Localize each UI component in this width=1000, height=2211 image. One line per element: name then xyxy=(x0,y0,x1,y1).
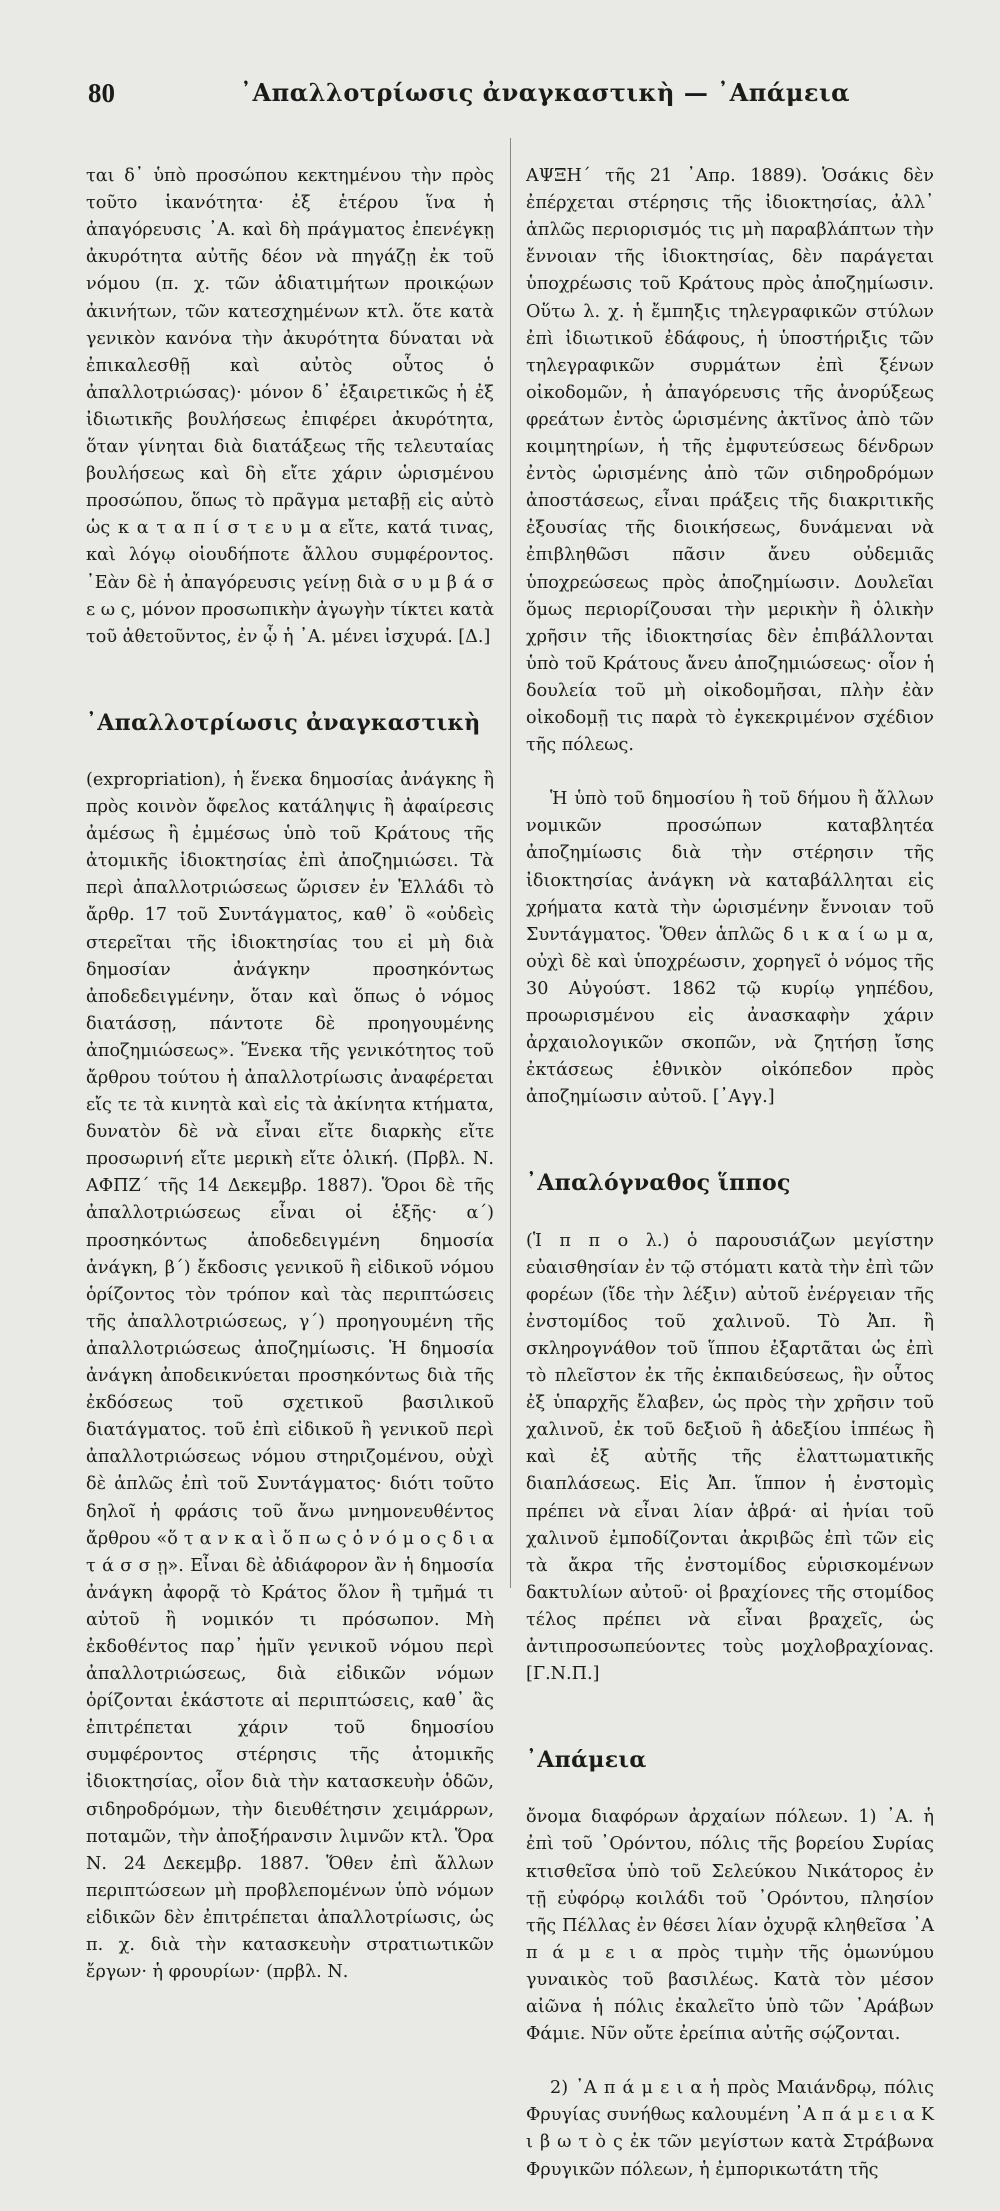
paragraph: Ἡ ὑπὸ τοῦ δημοσίου ἢ τοῦ δήμου ἢ ἄλλων νομικῶν προσώπων καταβλητέα ἀποζημίωσις διὰ τὴν στέρησιν τῆς ἰδιοκτησίας ἀνάγκη νὰ καταβάλληται εἰς χρήματα κατὰ τὴν ὡρισμένην ἔννοιαν τοῦ Συντάγματος. Ὅθεν ἁπλῶς δ ι κ α ί ω μ α, οὐχὶ δὲ καὶ ὑποχρέωσιν, χορηγεῖ ὁ νόμος τῆς 30 Αὐγούστ. 1862 τῷ κυρίῳ γηπέδου, προωρισμένου εἰς ἀνασκαφὴν χάριν ἀρχαιολογικῶν σκοπῶν, νὰ ζητήσῃ ἴσης ἐκτάσεως ἐθνικὸν οἰκόπεδον πρὸς ἀποζημίωσιν αὐτοῦ. [᾽Αγγ.] xyxy=(526,789,934,1108)
paragraph: 2) ᾽Α π ά μ ε ι α ἡ πρὸς Μαιάνδρῳ, πόλις Φρυγίας συνήθως καλουμένη ᾽Α π ά μ ε ι α Κ ι β ω τ ὸ ς ἐκ τῶν μεγίστων κατὰ Στράβωνα Φρυγικῶν πόλεων, ἡ ἐμπορικωτάτη τῆς xyxy=(526,2078,934,2180)
entry-heading-block xyxy=(86,678,494,740)
paragraph: ὄνομα διαφόρων ἀρχαίων πόλεων. 1) ᾽Α. ἡ ἐπὶ τοῦ ᾽Ορόντου, πόλις τῆς βορείου Συρίας κτισθεῖσα ὑπὸ τοῦ Σελεύκου Νικάτορος ἐν τῇ εὐφόρῳ κοιλάδι τοῦ ᾽Ορόντου, πλησίον τῆς Πέλλας ἐν θέσει λίαν ὀχυρᾷ κληθεῖσα ᾽Α π ά μ ε ι α πρὸς τιμὴν τῆς ὁμωνύμου γυναικὸς τοῦ βασιλέως. Κατὰ τὸν μέσον αἰῶνα ἡ πόλις ἐκαλεῖτο ὑπὸ τῶν ᾽Αράβων Φάμιε. Νῦν οὔτε ἐρείπια αὐτῆς σῴζονται. xyxy=(526,1807,934,2045)
entry-heading-block xyxy=(526,1138,934,1200)
entry-heading: ᾿Απαλόγναθος ἵππος xyxy=(526,1170,791,1197)
page-header xyxy=(0,78,1000,118)
entry-heading-block xyxy=(526,1715,934,1777)
left-column xyxy=(86,136,494,2013)
running-title: ᾿Απαλλοτρίωσις ἀναγκαστικὴ — ᾿Απάμεια xyxy=(240,78,851,107)
paragraph: (expropriation), ἡ ἕνεκα δημοσίας ἀνάγκης ἢ πρὸς κοινὸν ὄφελος κατάληψις ἢ ἀφαίρεσις ἀμέσως ἢ ἐμμέσως ὑπὸ τοῦ Κράτους τῆς ἀτομικῆς ἰδιοκτησίας ἐπὶ ἀποζημιώσει. Τὰ περὶ ἀπαλλοτριώσεως ὥρισεν ἐν Ἑλλάδι τὸ ἄρθρ. 17 τοῦ Συντάγματος, καθ᾽ ὃ «οὐδεὶς στερεῖται τῆς ἰδιοκτησίας του εἰ μὴ διὰ δημοσίαν ἀνάγκην προσηκόντως ἀποδεδειγμένην, ὅταν καὶ ὅπως ὁ νόμος διατάσσῃ, πάντοτε δὲ προηγουμένης ἀποζημιώσεως». Ἕνεκα τῆς γενικότητος τοῦ ἄρθρου τούτου ἡ ἀπαλλοτρίωσις ἀναφέρεται εἴς τε τὰ κινητὰ καὶ εἰς τὰ ἀκίνητα κτήματα, δυνατὸν δὲ νὰ εἶναι εἴτε διαρκὴς εἴτε προσωρινή εἴτε μερικὴ εἴτε ὁλική. (Πρβλ. Ν. ΑΦΠΖ΄ τῆς 14 Δεκεμβρ. 1887). Ὅροι δὲ τῆς ἀπαλλοτριώσεως εἶναι οἱ ἑξῆς· α΄) προσηκόντως ἀποδεδειγμένη δημοσία ἀνάγκη, β΄) ἔκδοσις γενικοῦ ἢ εἰδικοῦ νόμου ὁρίζοντος τὸν τρόπον καὶ τὰς περιπτώσεις τῆς ἀπαλλοτριώσεως, γ΄) προηγουμένη τῆς ἀπαλλοτριώσεως ἀποζημίωσις. Ἡ δημοσία ἀνάγκη ἀποδεικνύεται προσηκόντως διὰ τῆς ἐκδόσεως τοῦ σχετικοῦ βασιλικοῦ διατάγματος. τοῦ ἐπὶ εἰδικοῦ ἢ γενικοῦ περὶ ἀπαλλοτριώσεως νόμου στηριζομένου, οὐχὶ δὲ ἁπλῶς ἐπὶ τοῦ Συντάγματος· διότι τοῦτο δηλοῖ ἡ φράσις τοῦ ἄνω μνημονευθέντος ἄρθρου «ὅ τ α ν κ α ὶ ὅ π ω ς ὁ ν ό μ ο ς δ ι α τ ά σ σ ῃ». Εἶναι δὲ ἀδιάφορον ἂν ἡ δημοσία ἀνάγκη ἀφορᾷ τὸ Κράτος ὅλον ἢ τμῆμά τι αὐτοῦ ἢ νομικόν τι πρόσωπον. Μὴ ἐκδοθέντος παρ᾽ ἡμῖν γενικοῦ νόμου περὶ ἀπαλλοτριώσεως, διὰ εἰδικῶν νόμων ὁρίζονται ἑκάστοτε αἱ περιπτώσεις, καθ᾽ ἃς ἐπιτρέπεται χάριν τοῦ δημοσίου συμφέροντος στέρησις τῆς ἀτομικῆς ἰδιοκτησίας, οἷον διὰ τὴν κατασκευὴν ὁδῶν, σιδηροδρόμων, τὴν διευθέτησιν χειμάρρων, ποταμῶν, τὴν ἀποξήρανσιν λιμνῶν κτλ. Ὅρα Ν. 24 Δεκεμβρ. 1887. Ὅθεν ἐπὶ ἄλλων περιπτώσεων μὴ προβλεπομένων ὑπὸ νόμων εἰδικῶν δὲν ἐπιτρέπεται ἀπαλλοτρίωσις, ὡς π. χ. διὰ τὴν κατασκευὴν στρατιωτικῶν ἔργων· ἡ φρουρίων· (πρβλ. Ν. xyxy=(86,769,494,1983)
column-divider xyxy=(510,138,511,1588)
page-number: 80 xyxy=(88,78,115,108)
paragraph: ΑΨΞΗ΄ τῆς 21 ᾽Απρ. 1889). Ὁσάκις δὲν ἐπέρχεται στέρησις τῆς ἰδιοκτησίας, ἀλλ᾽ ἁπλῶς περιορισμός τις μὴ παραβλάπτων τὴν ἔννοιαν τῆς ἰδιοκτησίας, δὲν παράγεται ὑποχρέωσις τοῦ Κράτους πρὸς ἀποζημίωσιν. Οὕτω λ. χ. ἡ ἔμπηξις τηλεγραφικῶν στύλων ἐπὶ ἰδιωτικοῦ ἐδάφους, ἡ ὑποστήριξις τῶν τηλεγραφικῶν συρμάτων ἐπὶ ξένων οἰκοδομῶν, ἡ ἀπαγόρευσις τῆς ἀνορύξεως φρεάτων ἐντὸς ὡρισμένης ἀκτῖνος ἀπὸ τῶν κοιμητηρίων, ἡ τῆς ἐμφυτεύσεως δένδρων ἐντὸς ὡρισμένης ἀπὸ τῶν σιδηροδρόμων ἀποστάσεως, εἶναι πράξεις τῆς διακριτικῆς ἐξουσίας τῆς διοικήσεως, δυνάμεναι νὰ ἐπιβληθῶσι πᾶσιν ἄνευ οὐδεμιᾶς ὑποχρεώσεως πρὸς ἀποζημίωσιν. Δουλεῖαι ὅμως περιορίζουσαι τὴν μερικὴν ἢ ὁλικὴν χρῆσιν τῆς ἰδιοκτησίας δὲν ἐπιβάλλονται ὑπὸ τοῦ Κράτους ἄνευ ἀποζημιώσεως· οἷον ἡ δουλεία τοῦ μὴ οἰκοδομῆσαι, πλὴν ἐὰν οἰκοδομῇ τις παρὰ τὸ ἐγκεκριμένον σχέδιον τῆς πόλεως. xyxy=(526,166,934,756)
paragraph: (Ἱ π π ο λ.) ὁ παρουσιάζων μεγίστην εὐαισθησίαν ἐν τῷ στόματι κατὰ τὴν ἐπὶ τῶν φορέων (ἴδε τὴν λέξιν) αὐτοῦ ἐνέργειαν τῆς ἐνστομίδος τοῦ χαλινοῦ. Τὸ Ἀπ. ἢ σκληρογνάθον τοῦ ἵππου ἐξαρτᾶται ὡς ἐπὶ τὸ πλεῖστον ἐκ τῆς ἐκπαιδεύσεως, ἣν οὗτος ἐξ ὑπαρχῆς ἔλαβεν, ὡς πρὸς τὴν χρῆσιν τοῦ χαλινοῦ, ἐκ τοῦ δεξιοῦ ἢ ἀδεξίου ἱππέως ἢ καὶ ἐξ αὐτῆς τῆς ἐλαττωματικῆς διαπλάσεως. Εἰς Ἀπ. ἵππον ἡ ἐνστομὶς πρέπει νὰ εἶναι λίαν ἁβρά· αἱ ἡνίαι τοῦ χαλινοῦ ἐμποδίζονται ἀκριβῶς ἐπὶ τῶν εἰς τὰ ἄκρα τῆς ἐνστομίδος εὑρισκομένων δακτυλίων αὐτοῦ· οἱ βραχίονες τῆς στομίδος τέλος πρέπει νὰ εἶναι βραχεῖς, ὡς ἀντιπροσωπεύοντες τοὺς μοχλοβραχίονας. [Γ.Ν.Π.] xyxy=(526,1230,934,1685)
paragraph: ται δ᾽ ὑπὸ προσώπου κεκτημένου τὴν πρὸς τοῦτο ἱκανότητα· ἐξ ἑτέρου ἵνα ἡ ἀπαγόρευσις ᾽Α. καὶ δὴ πράγματος ἐπενέγκῃ ἀκυρότητα αὐτῆς δέον νὰ πηγάζῃ ἐκ τοῦ νόμου (π. χ. τῶν ἀδιατιμήτων προικῴων ἀκινήτων, τῶν κατεσχημένων κτλ. ὅτε κατὰ γενικὸν κανόνα τὴν ἀκυρότητα δύναται νὰ ἐπικαλεσθῇ καὶ αὐτὸς οὗτος ὁ ἀπαλλοτριώσας)· μόνον δ᾽ ἐξαιρετικῶς ἡ ἐξ ἰδιωτικῆς βουλήσεως ἐπιφέρει ἀκυρότητα, ὅταν γίνηται διὰ διατάξεως τῆς τελευταίας βουλήσεως καὶ δὴ εἴτε χάριν ὡρισμένου προσώπου, ὅπως τὸ πρᾶγμα μεταβῇ εἰς αὐτὸ ὡς κ α τ α π ί σ τ ε υ μ α εἴτε, κατά τινας, καὶ λόγῳ οἱουδήποτε ἄλλου συμφέροντος. ᾽Εὰν δὲ ἡ ἀπαγόρευσις γείνῃ διὰ σ υ μ β ά σ ε ω ς, μόνον προσωπικὴν ἀγωγὴν τίκτει κατὰ τοῦ ἀθετοῦντος, ἐν ᾧ ἡ ᾽Α. μένει ἰσχυρά. [Δ.] xyxy=(86,166,494,647)
right-column xyxy=(526,136,934,2211)
entry-heading: ᾿Απαλλοτρίωσις ἀναγκαστικὴ xyxy=(86,709,481,736)
entry-heading: ᾿Απάμεια xyxy=(526,1747,647,1774)
